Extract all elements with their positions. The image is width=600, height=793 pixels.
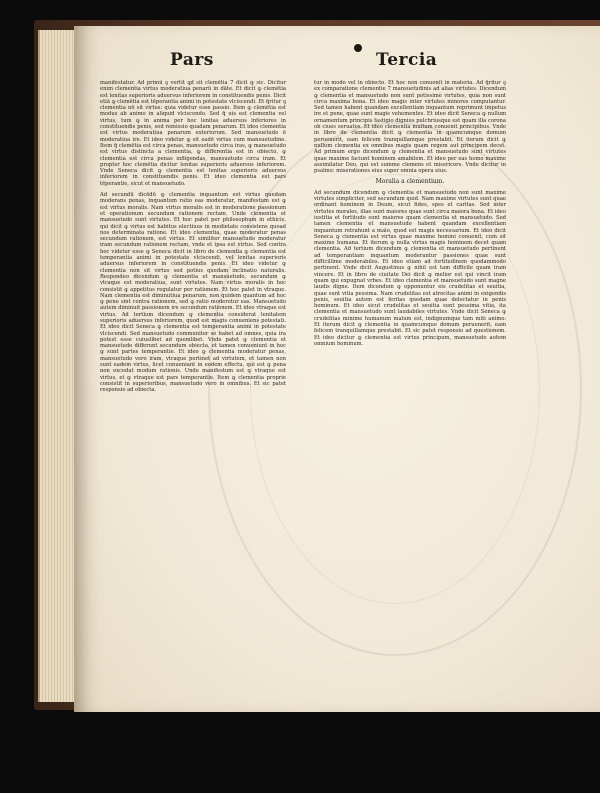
- paragraph: tur in modo vel in obiecto. Et hoc non conuenit in materia. Ad q̄ritur ꝯ ex comparatione clementie 7 mansuetudinis ad alias virtutes. Dicendum ꝙ clementia et mansuetudo non sunt potissime virtutes, quia non sunt circa maxima bona. Et ideo magis inter virtutes minores computantur. Sed tamen habent quandam excellentiam inquantum reprimunt impetus ire et pene, quae sunt magis vehementes. Et ideo dicit Seneca ꝙ nullum ornamentum principis fastigio dignius pulchriusque est quam illa corona ob ciues seruatos. Et ideo clementia multum conuenit principibus. Vnde in libro de clementia dicit ꝙ clementia in quamcumque domum peruenerit, eam felicem tranquillamque prestabit. Et iterum dicit ꝙ nullum clementia ex omnibus magis quam regem aut principem decet. Ad primum ergo dicendum ꝙ clementia et mansuetudo sunt virtutes quae maxime faciunt hominem amabilem. Et ideo per eas homo maxime assimilatur Deo, qui est summe clemens et misericors. Vnde dicitur in psalmo: miserationes eius super omnia opera eius.: [314, 80, 506, 175]
- text-column-right: [314, 80, 506, 686]
- text-column-left: [100, 80, 286, 686]
- paragraph: Ad secundū dicēdū ꝙ clementia inquantum est virtus quedam moderans penas, inquantum ratio eas moderatur, manifestum est ꝙ est virtus moralis. Nam virtus moralis est in moderatione passionum et operationum secundum rationem rectam. Unde clementia et mansuetudo sunt virtutes. Et hoc patet per philosophum in ethicis, qui dicit ꝙ virtus est habitus electiuus in medietate consistens quoad nos determinata ratione. Et ideo clementia, quae moderatur penas secundum rationem, est virtus. Et similiter mansuetudo moderatur iram secundum rationem rectam, vnde et ipsa est virtus. Sed contra hoc videtur esse ꝙ Seneca dicit in libro de clementia ꝙ clementia est temperantia animi in potestate vlciscendi, vel lenitas superioris aduersus inferiorem in constituendis penis. Et ideo videtur ꝙ clementia non sit virtus sed potius quedam inclinatio naturalis. Respondeo dicendum ꝙ clementia et mansuetudo, secundum ꝙ vtraque est moderatiua, sunt virtutes. Nam virtus moralis in hoc consistit ꝙ appetitus regulatur per rationem. Et hoc patet in vtraque. Nam clementia est diminutiua penarum, non quidem quantum ad hoc ꝙ pene sint contra rationem, sed ꝙ ratio moderetur eas. Mansuetudo autem diminuit passionem ire secundum rationem. Et ideo vtraque est virtus. Ad tertium dicendum ꝙ clementia considerat lenitatem superioris aduersus inferiorem, quod est magis conueniens potestati. Et ideo dicit Seneca ꝙ clementia est temperantia animi in potestate vlciscendi. Sed mansuetudo communiter se habet ad omnes, quia ira potest esse cuiuslibet ad quemlibet. Vnde patet ꝙ clementia et mansuetudo differunt secundum obiecta, et tamen conueniunt in hoc ꝙ sunt partes temperantie. Et ideo ꝙ clementia moderatur penas, mansuetudo vero iram, vtraque pertinet ad virtutem, et tamen non sunt eadem virtus, licet conueniant in eodem effectu, qui est ꝙ pena non excedat modum rationis. Unde manifestum est ꝙ vtraque est virtus, et ꝙ vtraque est pars temperantie. Item ꝙ clementia proprie consistit in superioribus, mansuetudo vero in omnibus. Et sic patet responsio ad obiecta.: [100, 192, 286, 394]
- section-heading: Moralia a clementium.: [375, 178, 445, 186]
- paragraph: Ad secundum dicendum ꝙ clementia et mansuetudo non sunt maxime virtutes simpliciter, sed secundum quid. Nam maxime virtutes sunt quae ordinant hominem in Deum, sicut fides, spes et caritas. Sed inter virtutes morales, illae sunt maiores quae sunt circa maiora bona. Et ideo iustitia et fortitudo sunt maiores quam clementia et mansuetudo. Sed tamen clementia et mansuetudo habent quandam excellentiam inquantum retrahunt a malo, quod est magis necessarium. Et ideo dicit Seneca ꝙ clementia est virtus quae maxime homini conuenit, cum sit maxime humana. Et iterum ꝙ nulla virtus magis hominem decet quam clementia. Ad tertium dicendum ꝙ clementia et mansuetudo pertinent ad temperantiam inquantum moderantur passiones quae sunt difficillime moderabiles. Et ideo etiam ad fortitudinem quodammodo pertinent. Vnde dicit Augustinus ꝙ nihil est tam difficile quam iram vincere. Et in libro de ciuitate Dei dicit ꝙ melior est qui vincit iram quam qui expugnat vrbes. Et ideo clementia et mansuetudo sunt magne laudis digne. Item dicendum ꝙ opponuntur eis crudelitas et seuitia, quae sunt vitia pessima. Nam crudelitas est atrocitas animi in exigendis penis, seuitia autem est feritas quedam quae delectatur in penis hominum. Et ideo sicut crudelitas et seuitia sunt pessima vitia, ita clementia et mansuetudo sunt laudabiles virtutes. Vnde dicit Seneca ꝙ crudelitas minime humanum malum est, indignumque tam miti animo. Et iterum dicit ꝙ clementia in quamcumque domum peruenerit, eam felicem tranquillamque prestabit. Et sic patet responsio ad questionem. Et ideo dicitur ꝙ clementia est virtus principum, mansuetudo autem omnium hominum.: [314, 189, 506, 347]
- signature-mark: [354, 44, 362, 52]
- running-header-right: Tercia: [376, 50, 438, 70]
- paragraph: manifestatur. Ad primũ ꝯ vertit ꝗd sit clemētia 7 dicit ꝙ sic. Dicitur enim clementia virtus moderatiua penarū in dāte. Et dicit ꝙ clemētia est lenitas superioris aduersus inferiorem in constituendis penis. Dicit etiā ꝙ clemētia est tēperantia animi in potestate vlciscendi. Et q̄ritur ꝯ clementia nō sit virtus: quia videtur esse passio. Item ꝙ clemētia est modus ab animo in aliquid vlciscendo. Sed q̄ uis est clementia vel virtus, tum ꝙ in anima per hoc lenitas aduersus inferiores in constituendis penis, sed remissio quadam penarum. Et ideo clementia est virtus moderatiua penarum exteriorum. Sed mansuetudo ē moderatiua ire. Et ideo videtur ꝙ sit eadē virtus cum mansuetudine. Item q̄ clemētia est circa penas, mansuetudo circa iras, ꝙ mansuetudo est virtus distincta a clementia, ꝙ differentia est in obiecto, ꝙ clementia est circa penas infligendas, mansuetudo circa iram. Et propter hoc clemētia dicitur lenitas superioris aduersus inferiorem. Vnde Seneca dicit ꝙ clementia est lenitas superioris aduersus inferiorem in constituendis penis. Et ideo clementia est pars tēperantie, sicut et mansuetudo.: [100, 80, 286, 187]
- running-header-left: Pars: [170, 50, 214, 70]
